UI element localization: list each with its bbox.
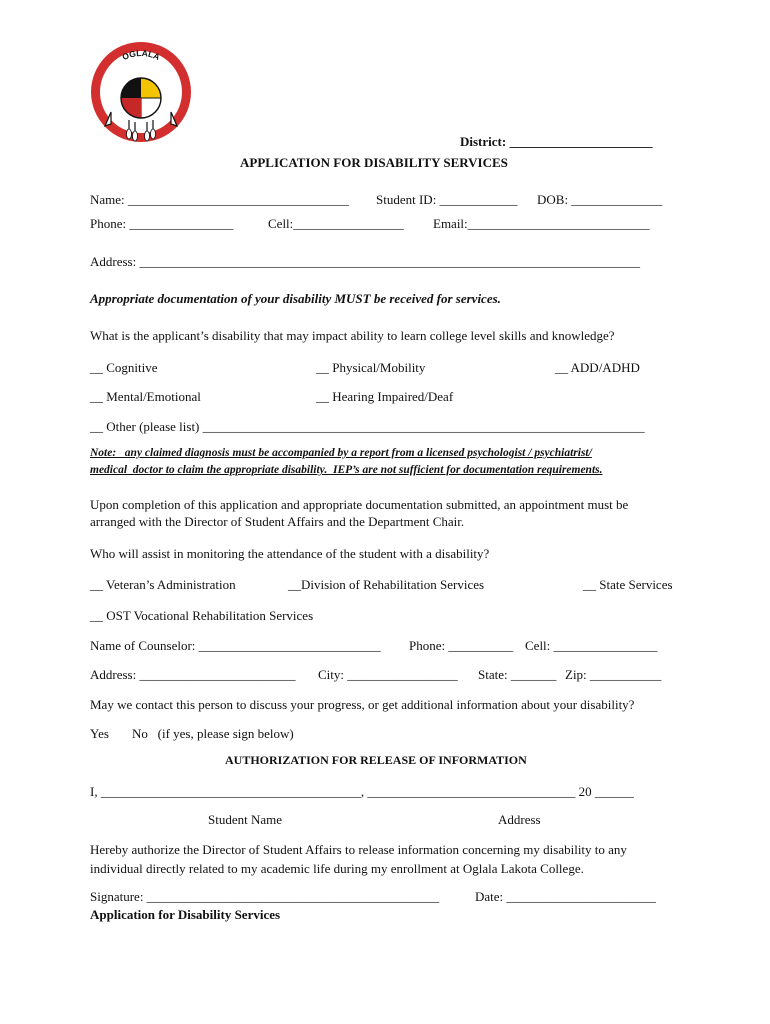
option-mental-emotional[interactable]: __ Mental/Emotional	[90, 389, 201, 404]
contact-question: May we contact this person to discuss your progress, or get additional information about your disability?	[90, 697, 635, 712]
authorization-heading: AUTHORIZATION FOR RELEASE OF INFORMATION	[225, 753, 527, 767]
authorize-text-1: Hereby authorize the Director of Student Affairs to release information concerning my disability to any	[90, 842, 627, 857]
address-caption: Address	[498, 812, 541, 827]
counselor-state-field[interactable]: State: _______	[478, 667, 557, 682]
counselor-address-field[interactable]: Address: ________________________	[90, 667, 296, 682]
cell-field[interactable]: Cell:_________________	[268, 216, 404, 231]
option-rehab-services[interactable]: __Division of Rehabilitation Services	[288, 577, 485, 592]
note-line-2: medical doctor to claim the appropriate disability. IEP’s are not sufficient for documentation requirements.	[90, 464, 603, 476]
authorize-text-2: individual directly related to my academic life during my enrollment at Oglala Lakota College.	[90, 861, 584, 876]
counselor-zip-field[interactable]: Zip: ___________	[565, 667, 662, 682]
disability-question: What is the applicant’s disability that may impact ability to learn college level skills and knowledge?	[90, 328, 615, 343]
student-id-field[interactable]: Student ID: ____________	[376, 192, 518, 207]
contact-no-option[interactable]: No (if yes, please sign below)	[132, 726, 294, 741]
dob-field[interactable]: DOB: ______________	[537, 192, 663, 207]
option-other[interactable]: __ Other (please list) ____________________________________________________________________	[90, 419, 645, 434]
date-field[interactable]: Date: _______________________	[475, 889, 656, 904]
counselor-city-field[interactable]: City: _________________	[318, 667, 458, 682]
option-veterans[interactable]: __ Veteran’s Administration	[90, 577, 236, 592]
district-field[interactable]: District: ______________________	[460, 134, 653, 149]
page-footer: Application for Disability Services	[90, 907, 281, 922]
note-line-1: Note: any claimed diagnosis must be accompanied by a report from a licensed psychologist / psychiatrist/	[90, 447, 592, 459]
student-name-caption: Student Name	[208, 812, 283, 827]
name-field[interactable]: Name: __________________________________	[90, 192, 349, 207]
option-ost-vocational[interactable]: __ OST Vocational Rehabilitation Services	[90, 608, 314, 623]
address-field[interactable]: Address: _____________________________________________________________________________	[90, 254, 640, 269]
completion-text-1: Upon completion of this application and appropriate documentation submitted, an appointment must be	[90, 497, 629, 512]
option-hearing-impaired[interactable]: __ Hearing Impaired/Deaf	[316, 389, 454, 404]
medicine-wheel-icon	[121, 78, 161, 118]
authorization-name-address-field[interactable]: I, ________________________________________, ________________________________ 20 ______	[90, 784, 634, 799]
option-physical-mobility[interactable]: __ Physical/Mobility	[316, 360, 426, 375]
option-state-services[interactable]: __ State Services	[583, 577, 673, 592]
signature-field[interactable]: Signature: _____________________________________________	[90, 889, 440, 904]
monitor-question: Who will assist in monitoring the attendance of the student with a disability?	[90, 546, 490, 561]
form-title: APPLICATION FOR DISABILITY SERVICES	[240, 155, 508, 170]
counselor-cell-field[interactable]: Cell: ________________	[525, 638, 658, 653]
seal-lettering: OGLALA	[120, 47, 162, 63]
option-cognitive[interactable]: __ Cognitive	[90, 360, 158, 375]
documentation-notice: Appropriate documentation of your disability MUST be received for services.	[90, 291, 501, 306]
email-field[interactable]: Email:____________________________	[433, 216, 650, 231]
contact-yes-option[interactable]: Yes	[90, 726, 109, 741]
option-add-adhd[interactable]: __ ADD/ADHD	[555, 360, 640, 375]
counselor-name-field[interactable]: Name of Counselor: ____________________________	[90, 638, 381, 653]
phone-field[interactable]: Phone: ________________	[90, 216, 234, 231]
completion-text-2: arranged with the Director of Student Affairs and the Department Chair.	[90, 514, 465, 529]
counselor-phone-field[interactable]: Phone: __________	[409, 638, 514, 653]
college-seal-logo	[89, 40, 193, 144]
